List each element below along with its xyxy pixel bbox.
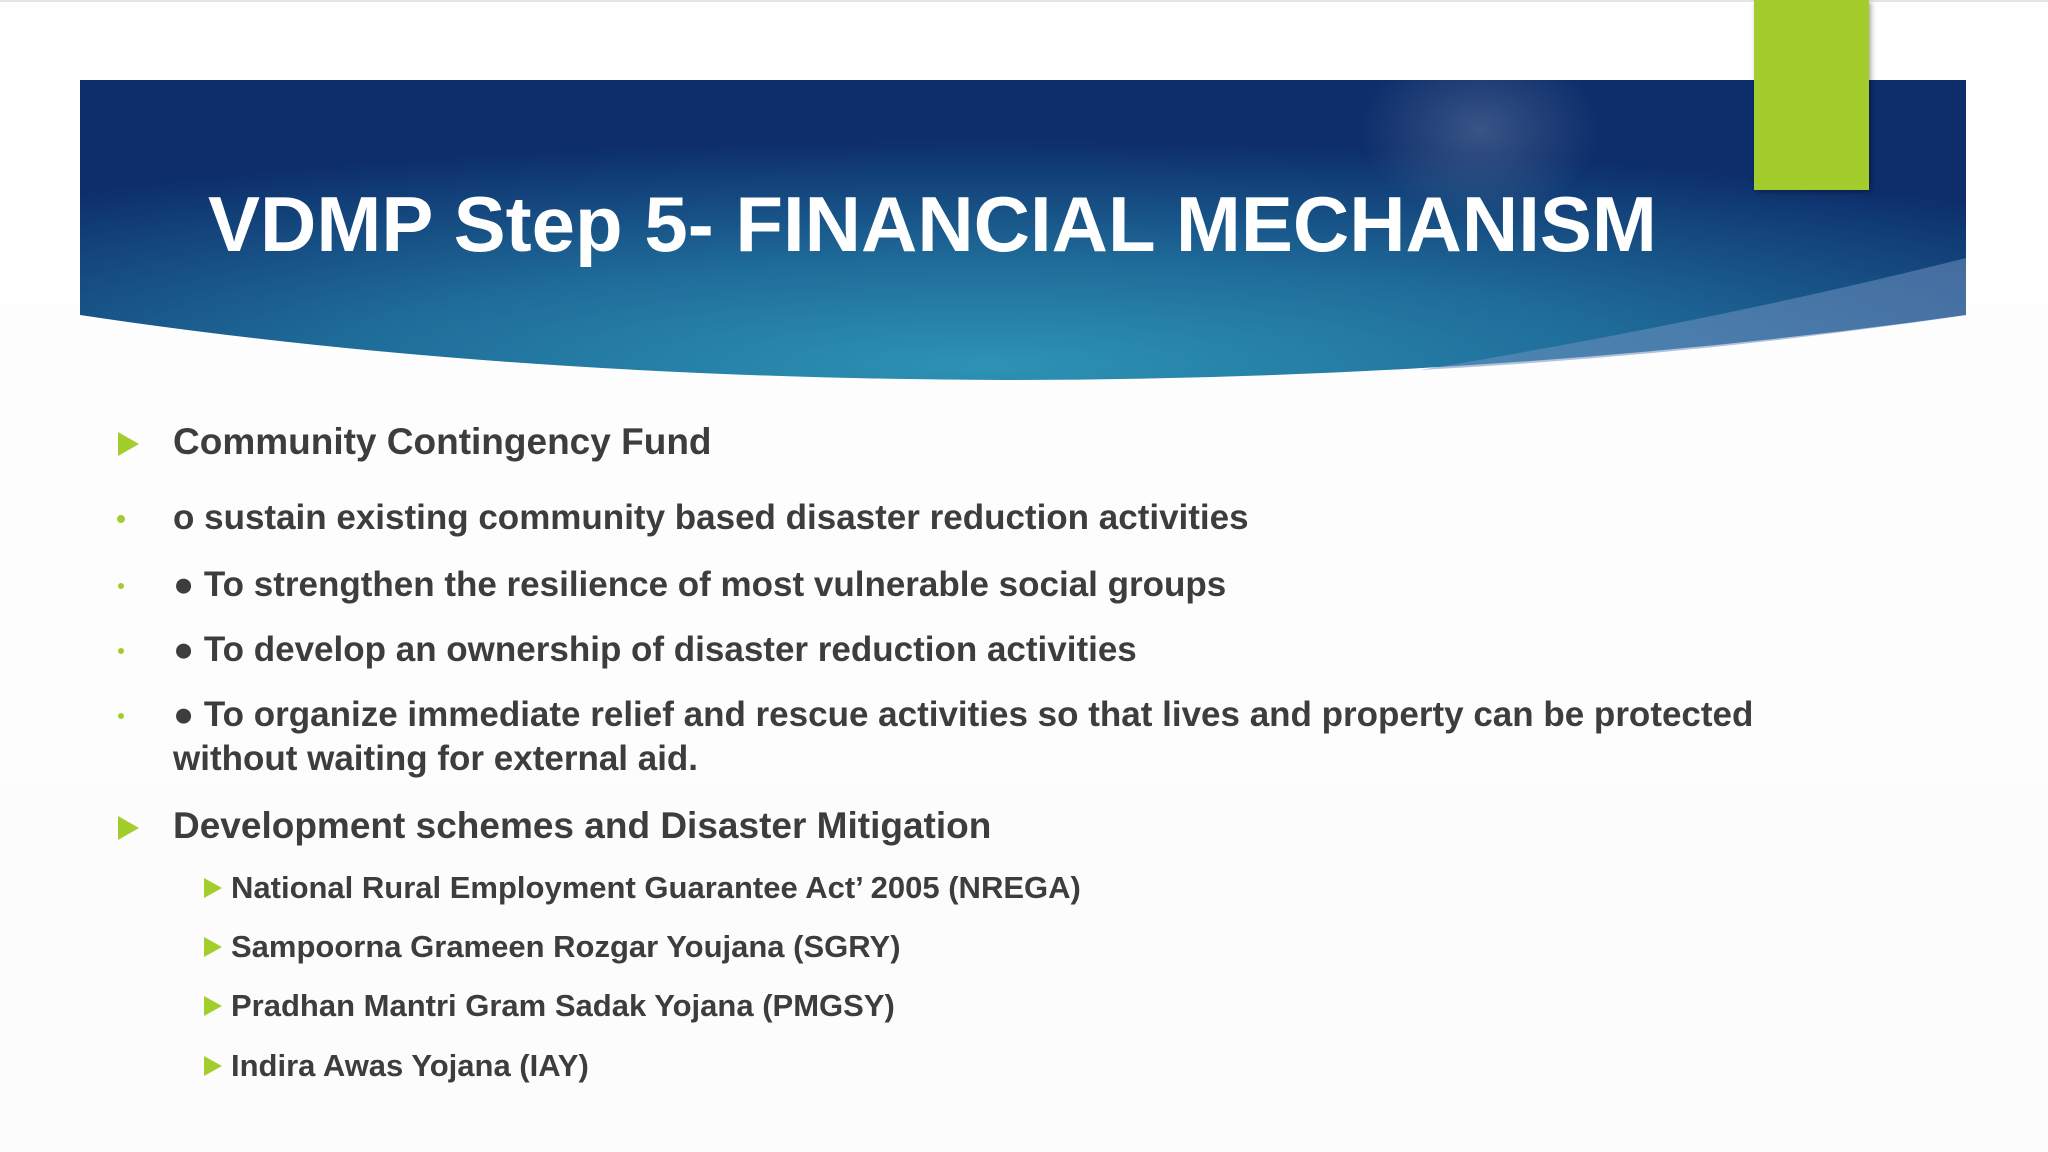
bullet-text: ● To organize immediate relief and rescue activities so that lives and property can be protected without waiting for external aid. [173, 695, 1754, 778]
dot-bullet-icon [118, 583, 124, 589]
scheme-text: National Rural Employment Guarantee Act’ 2005 (NREGA) [231, 870, 1081, 905]
triangle-bullet-icon [204, 878, 222, 898]
dot-bullet-icon [117, 515, 125, 523]
scheme-text: Pradhan Mantri Gram Sadak Yojana (PMGSY) [231, 988, 895, 1023]
triangle-bullet-icon [118, 432, 139, 456]
triangle-bullet-icon [204, 937, 222, 957]
scheme-text: Sampoorna Grameen Rozgar Youjana (SGRY) [231, 929, 901, 964]
dot-bullet-icon [118, 648, 124, 654]
triangle-bullet-icon [204, 996, 222, 1016]
triangle-bullet-icon [118, 816, 139, 840]
bullet-text: ● To develop an ownership of disaster reduction activities [173, 630, 1137, 669]
dot-bullet-icon [118, 713, 124, 719]
bullet-heading: Development schemes and Disaster Mitigation [173, 805, 992, 846]
triangle-bullet-icon [204, 1056, 222, 1076]
slide-title: VDMP Step 5- FINANCIAL MECHANISM [208, 180, 1657, 268]
bullet-text: o sustain existing community based disaster reduction activities [173, 498, 1249, 537]
scheme-text: Indira Awas Yojana (IAY) [231, 1048, 589, 1083]
bullet-text: ● To strengthen the resilience of most vulnerable social groups [173, 565, 1227, 604]
bullet-heading: Community Contingency Fund [173, 421, 712, 462]
